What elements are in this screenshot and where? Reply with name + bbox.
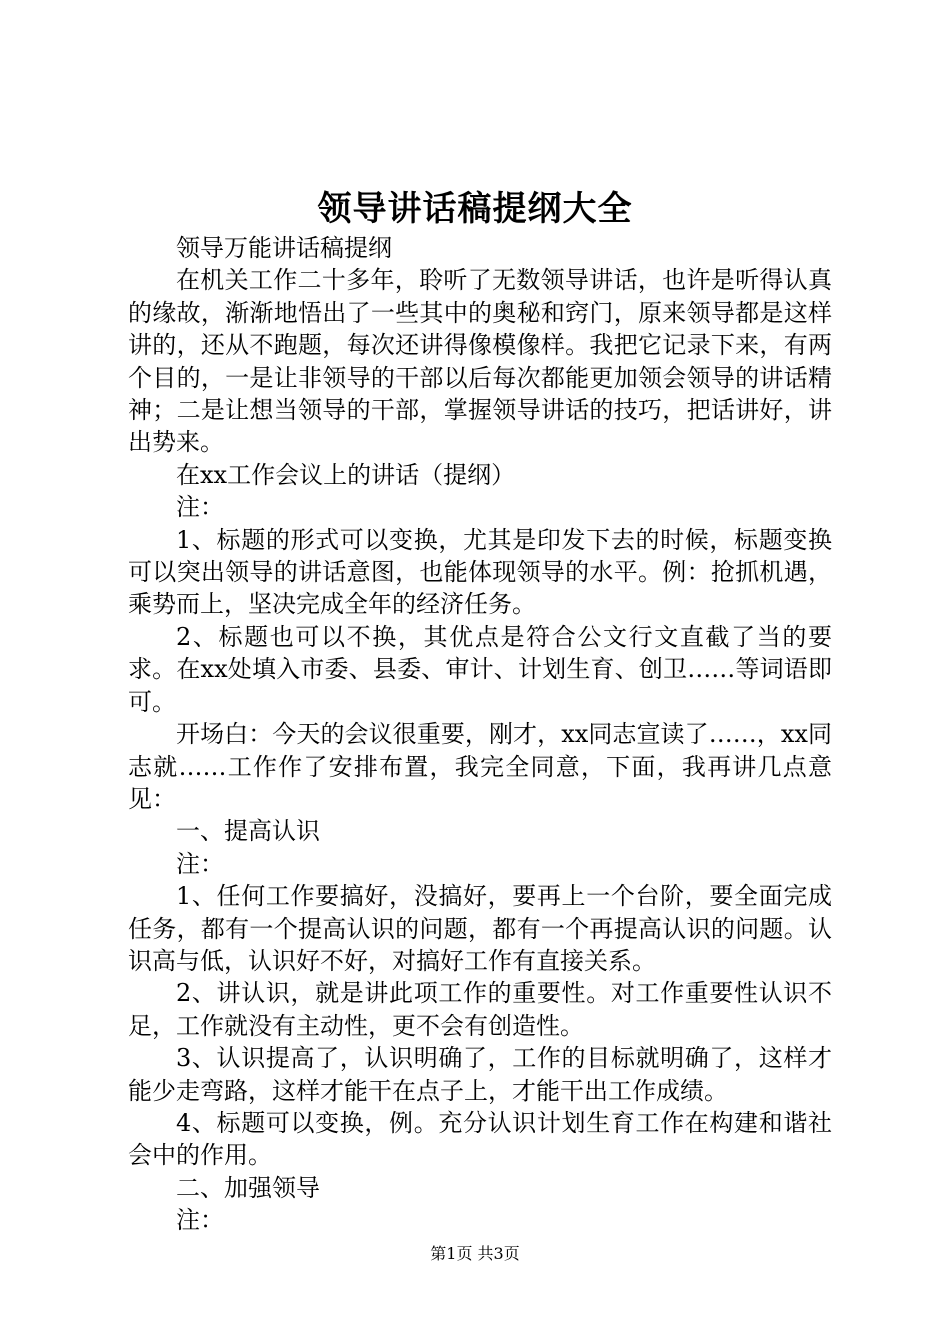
section-heading: 二、加强领导 <box>176 1173 320 1202</box>
paragraph-note-item: 1、标题的形式可以变换，尤其是印发下去的时候，标题变换可以突出领导的讲话意图，也能体现领导的水平。例：抢抓机遇，乘势而上，坚决完成全年的经济任务。 <box>128 525 832 619</box>
document-title: 领导讲话稿提纲大全 <box>317 189 633 229</box>
paragraph-note-label: 注： <box>176 1206 224 1235</box>
paragraph-note-label: 注： <box>176 493 224 522</box>
paragraph-intro: 在机关工作二十多年，聆听了无数领导讲话，也许是听得认真的缘故，渐渐地悟出了一些其中的奥秘和窍门，原来领导都是这样讲的，还从不跑题，每次还讲得像模像样。我把它记录下来，有两个目的，一是让非领导的干部以后每次都能更加领会领导的讲话精神；二是让想当领导的干部，掌握领导讲话的技巧，把话讲好，讲出势来。 <box>128 266 832 457</box>
paragraph-note-label: 注： <box>176 849 224 878</box>
page-number: 第1页 共3页 <box>430 1244 520 1263</box>
section-heading: 一、提高认识 <box>176 817 320 846</box>
paragraph-note-item: 2、标题也可以不换，其优点是符合公文行文直截了当的要求。在xx处填入市委、县委、审计、计划生育、创卫……等词语即可。 <box>128 622 832 716</box>
paragraph-note-item: 2、讲认识，就是讲此项工作的重要性。对工作重要性认识不足，工作就没有主动性，更不会有创造性。 <box>128 979 832 1040</box>
paragraph-note-item: 1、任何工作要搞好，没搞好，要再上一个台阶，要全面完成任务，都有一个提高认识的问题，都有一个再提高认识的问题。认识高与低，认识好不好，对搞好工作有直接关系。 <box>128 882 832 975</box>
paragraph-note-item: 4、标题可以变换，例。充分认识计划生育工作在构建和谐社会中的作用。 <box>128 1108 832 1170</box>
document-body <box>128 232 832 1237</box>
paragraph-opening: 开场白：今天的会议很重要，刚才，xx同志宣读了……，xx同志就……工作作了安排布置，我完全同意，下面，我再讲几点意见： <box>128 720 832 813</box>
paragraph-note-item: 3、认识提高了，认识明确了，工作的目标就明确了，这样才能少走弯路，这样才能干在点子上，才能干出工作成绩。 <box>128 1044 832 1105</box>
paragraph-subtitle: 领导万能讲话稿提纲 <box>176 234 392 262</box>
paragraph-speech-heading: 在xx工作会议上的讲话（提纲） <box>176 460 516 489</box>
